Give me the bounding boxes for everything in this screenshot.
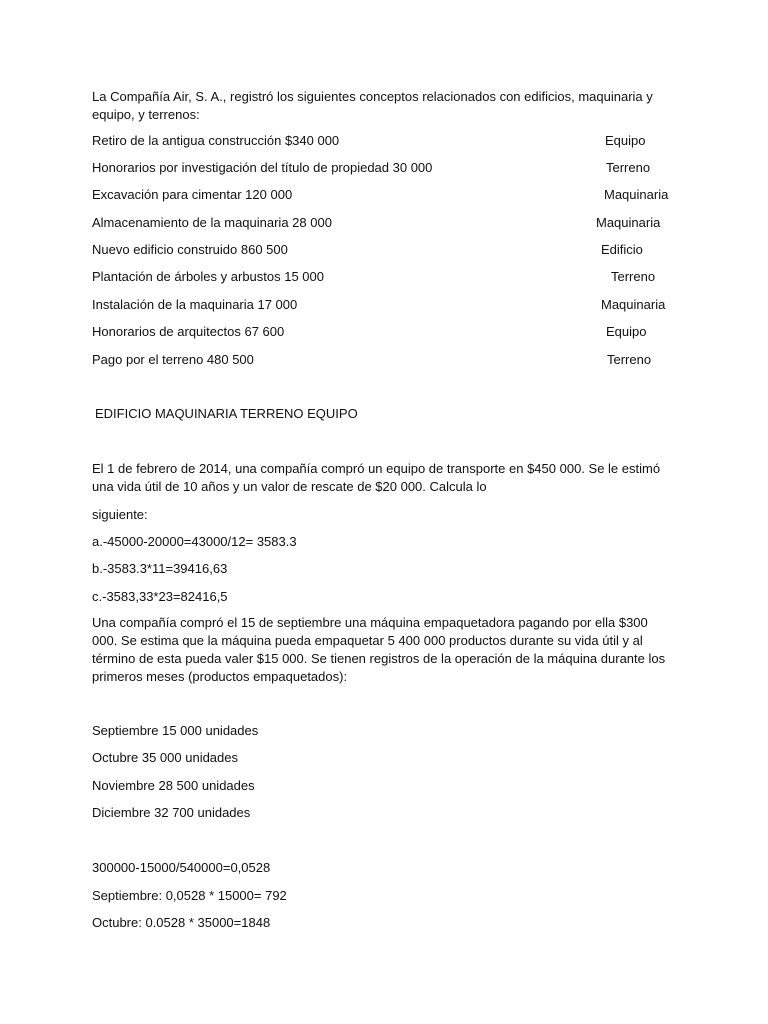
item-category-4: Maquinaria: [596, 215, 661, 230]
category-headers: EDIFICIO MAQUINARIA TERRENO EQUIPO: [95, 406, 358, 421]
item-concept-1: Retiro de la antigua construcción $340 000: [92, 133, 340, 148]
item-category-9: Terreno: [607, 352, 652, 367]
problem-2-line-2: una vida útil de 10 años y un valor de rescate de $20 000. Calcula lo: [92, 479, 487, 494]
month-september: Septiembre 15 000 unidades: [92, 723, 259, 738]
item-concept-7: Instalación de la maquinaria 17 000: [92, 297, 298, 312]
item-concept-5: Nuevo edificio construido 860 500: [92, 242, 288, 257]
problem-3-line-1: Una compañía compró el 15 de septiembre una máquina empaquetadora pagando por ella $300: [92, 615, 648, 630]
item-category-3: Maquinaria: [604, 187, 669, 202]
intro-line-2: equipo, y terrenos:: [92, 107, 200, 122]
problem-3-line-2: 000. Se estima que la máquina pueda empaquetar 5 400 000 productos durante su vida útil y al: [92, 633, 643, 648]
item-concept-3: Excavación para cimentar 120 000: [92, 187, 293, 202]
problem-3-paragraph: [92, 614, 664, 686]
item-concept-2: Honorarios por investigación del título de propiedad 30 000: [92, 160, 433, 175]
item-category-8: Equipo: [606, 324, 647, 339]
item-concept-8: Honorarios de arquitectos 67 600: [92, 324, 285, 339]
item-category-7: Maquinaria: [601, 297, 666, 312]
intro-line-1: La Compañía Air, S. A., registró los siguientes conceptos relacionados con edificios, maquinaria y: [92, 89, 653, 104]
calc-rate: 300000-15000/540000=0,0528: [92, 860, 271, 875]
item-category-6: Terreno: [611, 269, 656, 284]
item-category-2: Terreno: [606, 160, 651, 175]
month-november: Noviembre 28 500 unidades: [92, 778, 255, 793]
answer-a: a.-45000-20000=43000/12= 3583.3: [92, 534, 297, 549]
problem-2-paragraph: [92, 460, 664, 496]
item-category-1: Equipo: [605, 133, 646, 148]
item-concept-6: Plantación de árboles y arbustos 15 000: [92, 269, 324, 284]
answer-b: b.-3583.3*11=39416,63: [92, 561, 228, 576]
problem-2-line-1: El 1 de febrero de 2014, una compañía compró un equipo de transporte en $450 000. Se le estimó: [92, 461, 661, 476]
calc-september: Septiembre: 0,0528 * 15000= 792: [92, 888, 287, 903]
month-october: Octubre 35 000 unidades: [92, 750, 238, 765]
month-december: Diciembre 32 700 unidades: [92, 805, 251, 820]
intro-paragraph: [92, 88, 664, 124]
item-concept-9: Pago por el terreno 480 500: [92, 352, 254, 367]
problem-3-line-4: primeros meses (productos empaquetados):: [92, 669, 348, 684]
calc-october: Octubre: 0.0528 * 35000=1848: [92, 915, 271, 930]
problem-3-line-3: término de esta pueda valer $15 000. Se tienen registros de la operación de la máquina durante los: [92, 651, 666, 666]
problem-2-line-3: siguiente:: [92, 507, 148, 522]
answer-c: c.-3583,33*23=82416,5: [92, 589, 228, 604]
item-concept-4: Almacenamiento de la maquinaria 28 000: [92, 215, 332, 230]
item-category-5: Edificio: [601, 242, 643, 257]
